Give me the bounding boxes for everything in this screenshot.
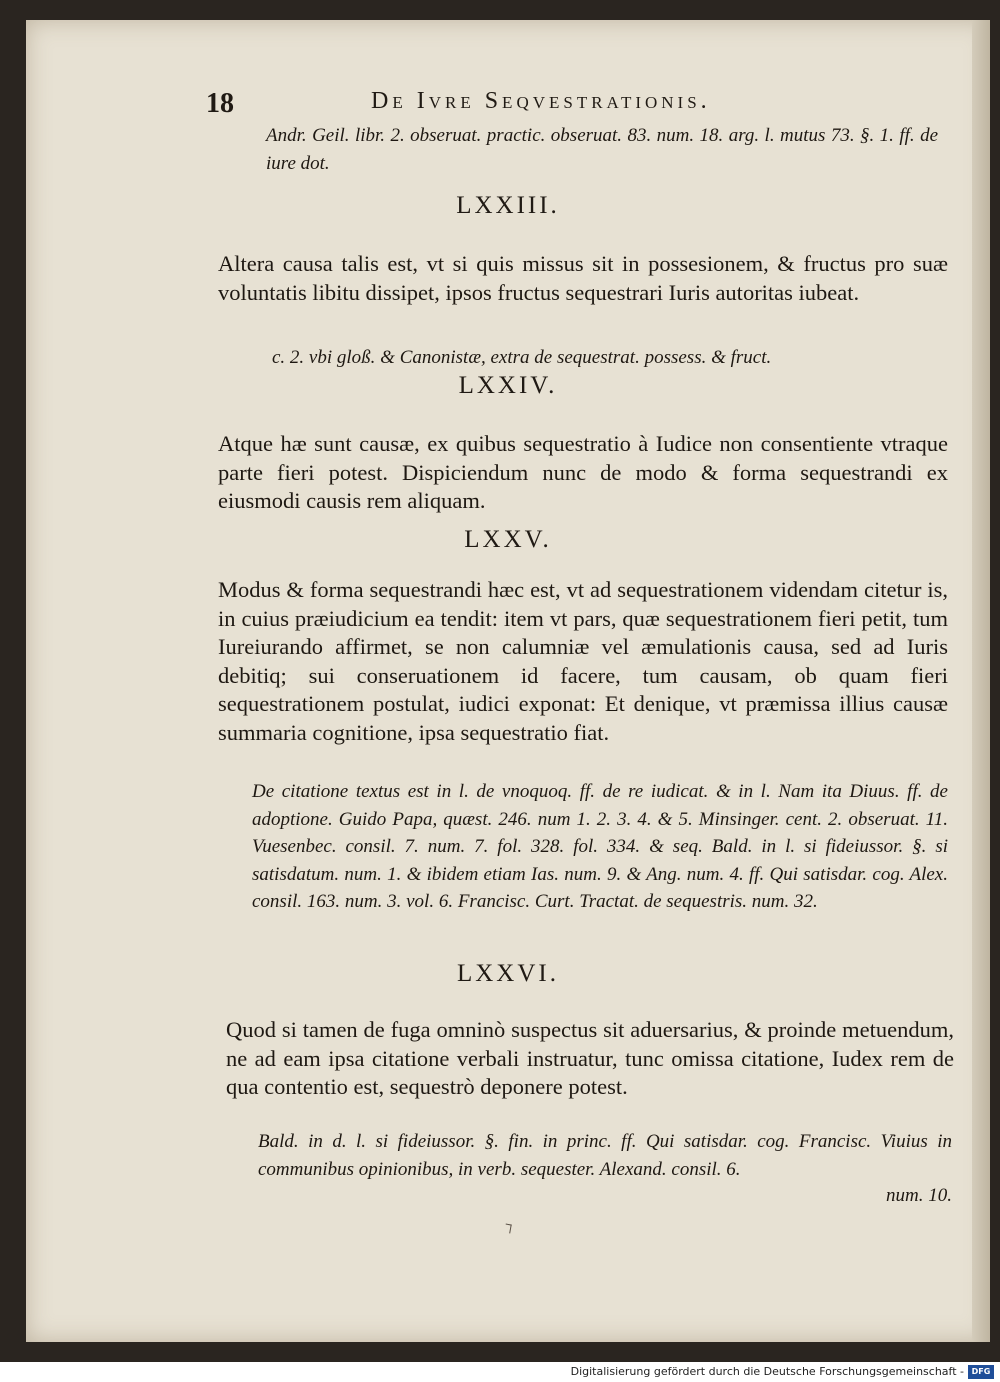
book-page	[26, 20, 990, 1342]
citation-note-lxxvi: Bald. in d. l. si fideiussor. §. fin. in princ. ff. Qui satisdar. cog. Francisc. Viuius in communibus opinionibus, in verb. sequester. Alexand. consil. 6.	[258, 1131, 952, 1180]
page-number: 18	[206, 88, 234, 119]
paragraph-lxxv: Modus & forma sequestrandi hæc est, vt ad sequestrationem videndam citetur is, in cuius præiudicium ea tendit: item vt pars, quæ sequestrationem fieri petit, tum Iureiurando affirmet, se non calumniæ vel æmulationis causa, sed ad Iuris debitiq; sui conseruationem id facere, tum causam, ob quam fieri sequestrationem postulat, iudici exponat: Et denique, vt præmissa illius causæ summaria cognitione, ipsa sequestratio fiat.	[218, 577, 948, 745]
dfg-logo-icon: DFG	[968, 1365, 994, 1379]
section-heading-lxxvi: LXXVI.	[456, 960, 559, 987]
citation-note-lxxv: De citatione textus est in l. de vnoquoq. ff. de re iudicat. & in l. Nam ita Diuus. ff. de adoptione. Guido Papa, quæst. 246. num 1. 2. 3. 4. & 5. Minsinger. cent. 2. obseruat. 11. Vuesenbec. consil. 7. num. 7. fol. 328. fol. 334. & seq. Bald. in l. si fideiussor. §. si satisdatum. num. 1. & ibidem etiam Ias. num. 9. & Ang. num. 4. ff. Qui satisdar. cog. Alex. consil. 163. num. 3. vol. 6. Francisc. Curt. Tractat. de sequestris. num. 32.	[252, 781, 948, 912]
paragraph-lxxiii: Altera causa talis est, vt si quis missus sit in possesionem, & fructus pro suæ voluntatis libitu dissipet, ipsos fructus sequestrari Iuris autoritas iubeat.	[218, 251, 948, 305]
footer-bar	[0, 1362, 1000, 1382]
section-heading-lxxv: LXXV.	[464, 526, 552, 553]
paragraph-lxxiv: Atque hæ sunt causæ, ex quibus sequestratio à Iudice non consentiente vtraque parte fieri potest. Dispiciendum nunc de modo & forma sequestrandi ex eiusmodi causis rem aliquam.	[218, 431, 948, 514]
section-heading-lxxiii: LXXIII.	[456, 192, 560, 219]
citation-note-top: Andr. Geil. libr. 2. obseruat. practic. obseruat. 83. num. 18. arg. l. mutus 73. §. 1. ff. de iure dot.	[266, 125, 938, 174]
citation-note-lxxiii: c. 2. vbi gloß. & Canonistæ, extra de sequestrat. possess. & fruct.	[272, 347, 772, 368]
running-title: De Ivre Seqvestrationis.	[371, 88, 711, 114]
paragraph-lxxvi: Quod si tamen de fuga omninò suspectus sit aduersarius, & proinde metuendum, ne ad eam ipsa citatione verbali instruatur, tunc omissa citatione, Iudex rem de qua contentio est, sequestrò deponere potest.	[226, 1017, 954, 1100]
citation-note-lxxvi-end: num. 10.	[886, 1185, 952, 1206]
funding-credit: Digitalisierung gefördert durch die Deutsche Forschungsgemeinschaft -	[570, 1365, 964, 1378]
section-heading-lxxiv: LXXIV.	[458, 372, 558, 399]
